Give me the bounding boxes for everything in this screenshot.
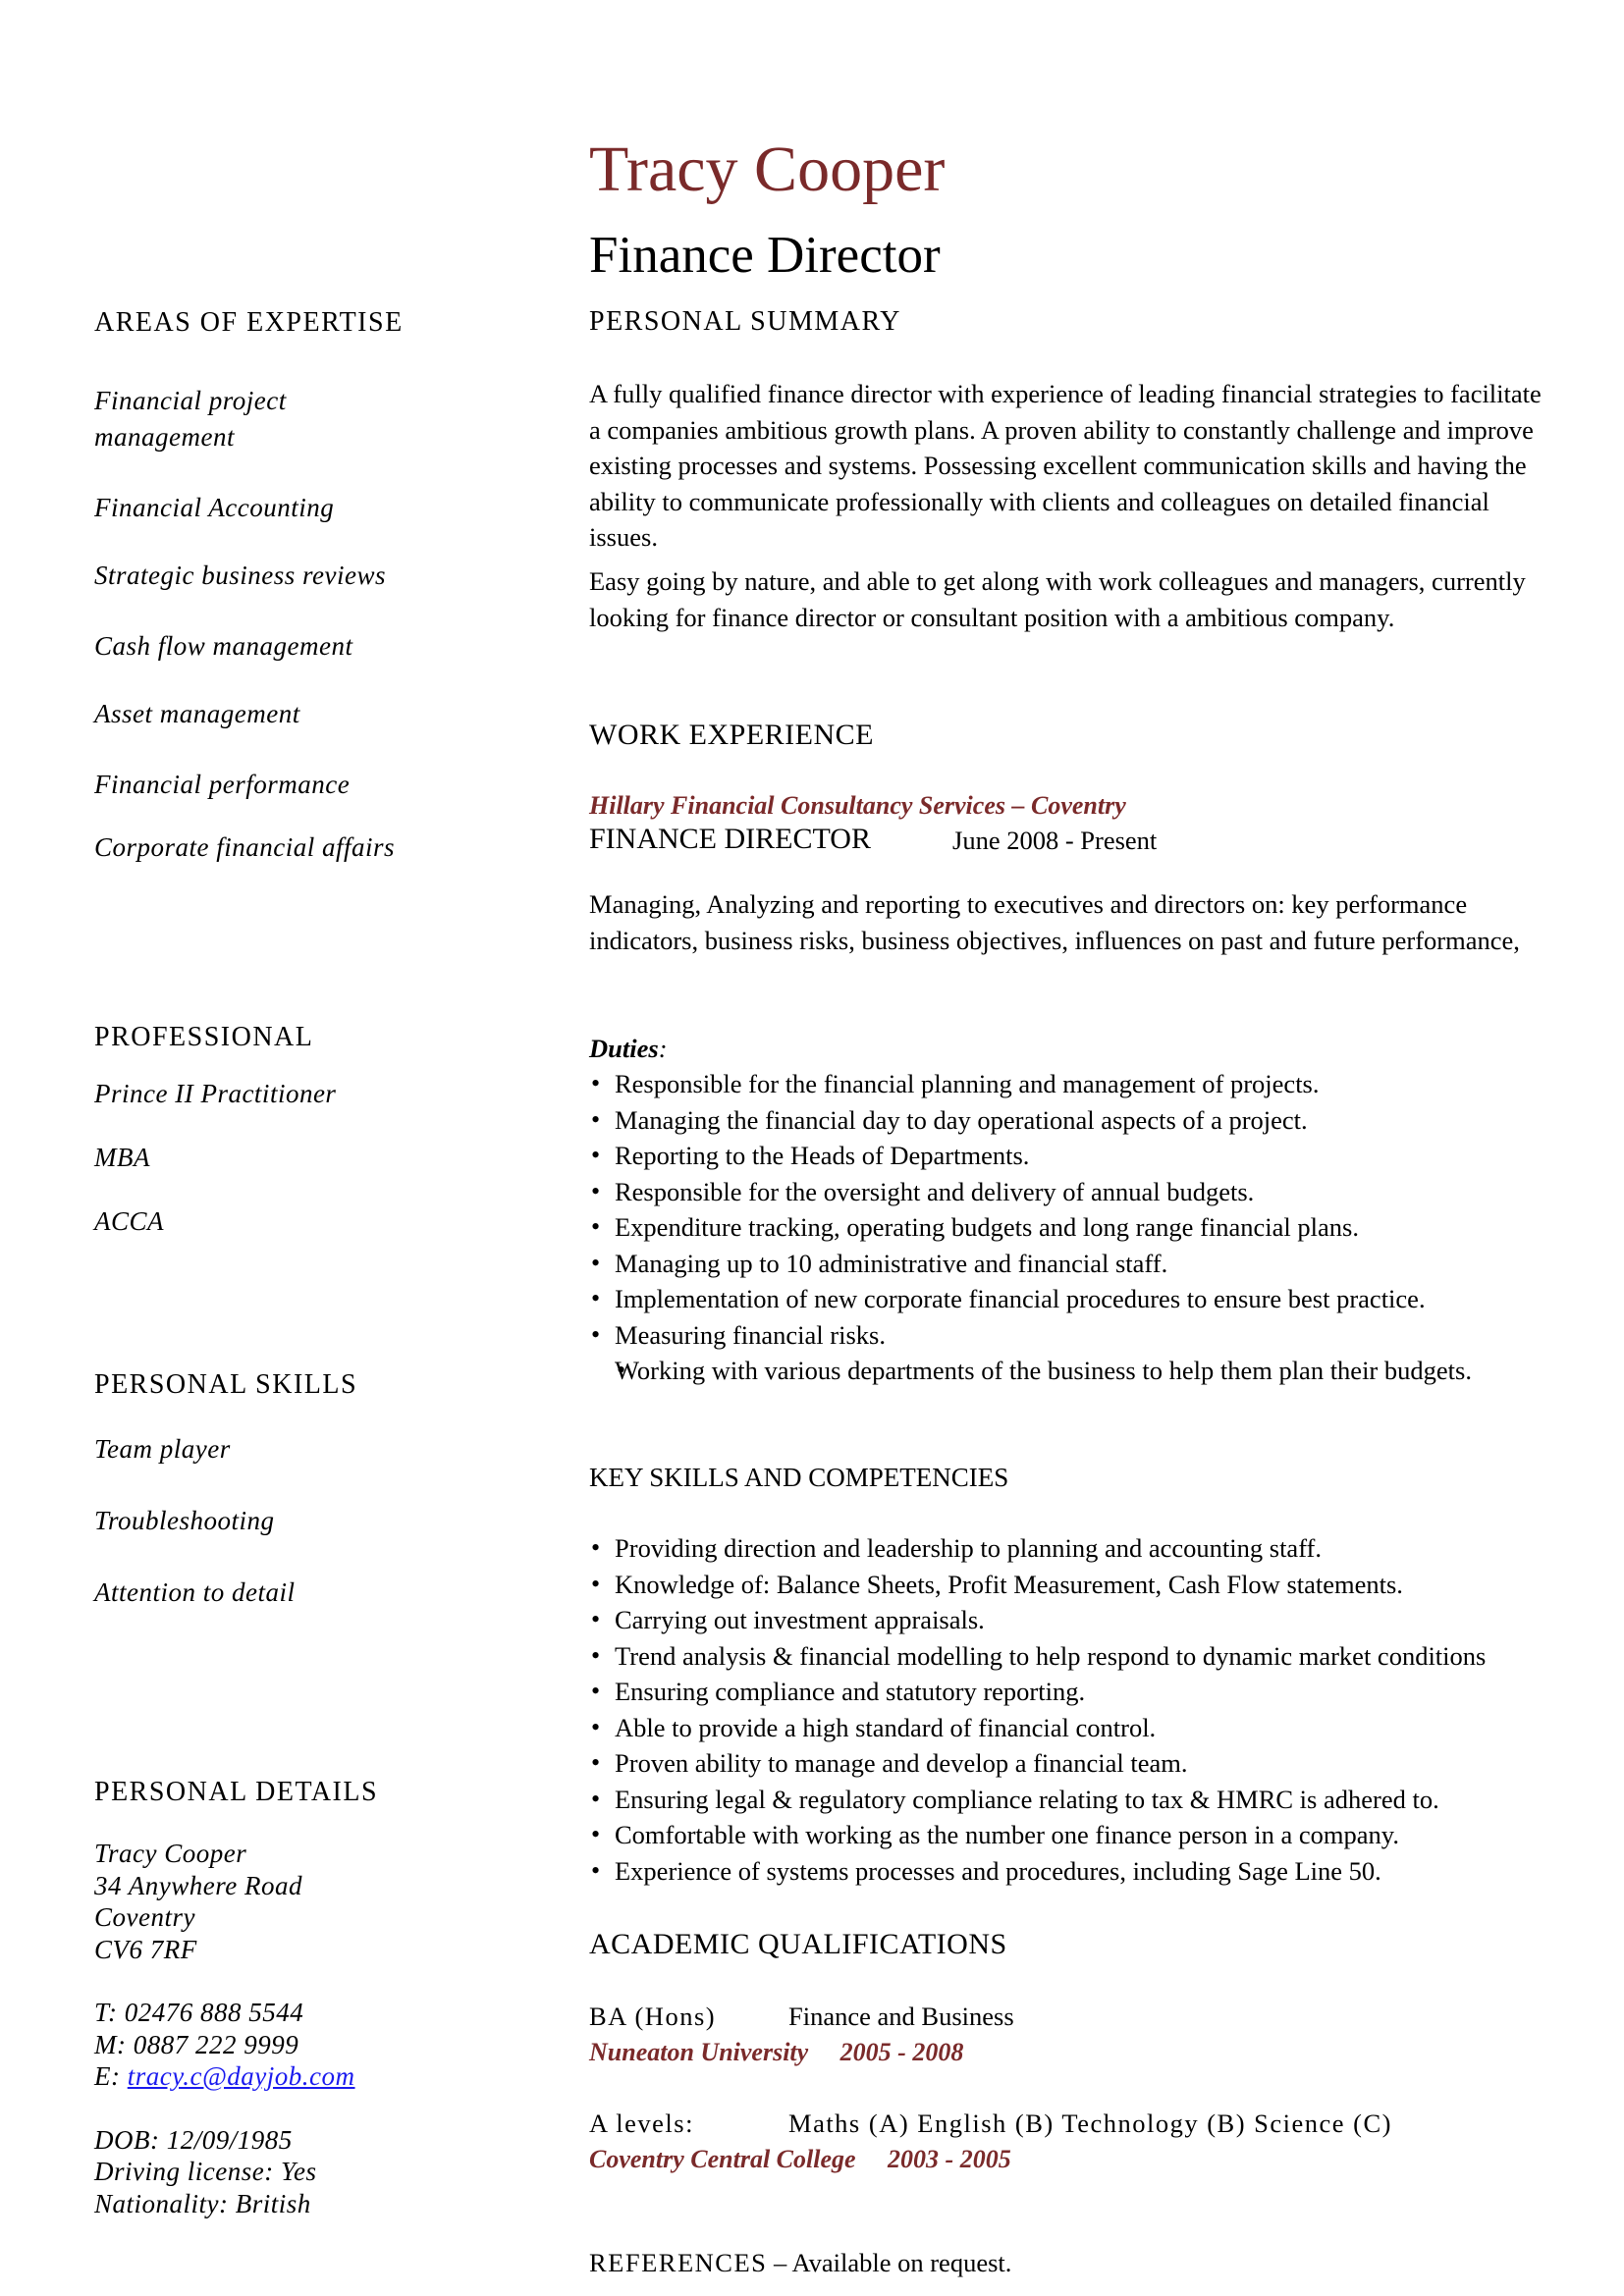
duty-item: • Implementation of new corporate financial procedures to ensure best practice.: [589, 1281, 1532, 1317]
skill-item: Troubleshooting: [94, 1506, 275, 1535]
summary-paragraph-1: A fully qualified finance director with experience of leading financial strategies to facilitate a companies ambitious growth plans. A proven ability to constantly challenge and improve existing processes and systems. Possessing excellent communication skills and having the ability to communicate professionally with clients and colleagues on detailed financial issues.: [589, 379, 1542, 552]
details-mobile: M: 0887 222 9999: [94, 2029, 299, 2059]
email-link[interactable]: tracy.c@dayjob.com: [127, 2061, 355, 2091]
personal-details-heading: PERSONAL DETAILS: [94, 1777, 379, 1807]
details-email-label: E:: [94, 2061, 128, 2091]
key-skill-item: • Comfortable with working as the number one finance person in a company.: [589, 1817, 1486, 1853]
key-skill-item: • Able to provide a high standard of financial control.: [589, 1710, 1486, 1746]
details-name: Tracy Cooper: [94, 1839, 247, 1868]
duty-item: • Responsible for the financial planning and management of projects.: [589, 1066, 1532, 1102]
role-dates: June 2008 - Present: [952, 826, 1158, 855]
key-skill-item: • Carrying out investment appraisals.: [589, 1602, 1486, 1638]
key-skill-item: • Experience of systems processes and procedures, including Sage Line 50.: [589, 1853, 1486, 1890]
details-nationality: Nationality: British: [94, 2188, 311, 2218]
degree-label: BA (Hons): [589, 2002, 717, 2031]
employer-name: Hillary Financial Consultancy Services – Coventry: [589, 791, 1126, 820]
duties-label-colon: :: [658, 1034, 668, 1063]
job-title: Finance Director: [589, 227, 941, 284]
college-line: Coventry Central College 2003 - 2005: [589, 2145, 1011, 2173]
references-text: Available on request.: [791, 2248, 1012, 2277]
summary-heading: PERSONAL SUMMARY: [589, 306, 901, 337]
personal-skills-heading: PERSONAL SKILLS: [94, 1369, 358, 1400]
duty-item: • Managing the financial day to day operational aspects of a project.: [589, 1102, 1532, 1139]
details-postcode: CV6 7RF: [94, 1934, 197, 1964]
expertise-item: Financial project management: [94, 386, 287, 452]
expertise-item: Financial Accounting: [94, 493, 335, 522]
details-dob: DOB: 12/09/1985: [94, 2124, 293, 2155]
key-skill-item: • Trend analysis & financial modelling to help respond to dynamic market conditions: [589, 1638, 1486, 1675]
academic-heading: ACADEMIC QUALIFICATIONS: [589, 1928, 1007, 1960]
key-skill-item: • Proven ability to manage and develop a financial team.: [589, 1745, 1486, 1782]
expertise-item: Strategic business reviews: [94, 561, 386, 590]
professional-item: ACCA: [94, 1206, 165, 1236]
duties-list: [589, 1066, 1532, 1389]
key-skills-heading: KEY SKILLS AND COMPETENCIES: [589, 1463, 1009, 1492]
role-description: Managing, Analyzing and reporting to executives and directors on: key performance indicators, business risks, business objectives, influences on past and future performance,: [589, 889, 1520, 955]
details-city: Coventry: [94, 1902, 195, 1932]
summary-paragraph-2: Easy going by nature, and able to get along with work colleagues and managers, currently looking for finance director or consultant position with a ambitious company.: [589, 566, 1526, 632]
alevels-subjects: Maths (A) English (B) Technology (B) Science (C): [788, 2109, 1393, 2138]
key-skill-item: • Ensuring legal & regulatory compliance relating to tax & HMRC is adhered to.: [589, 1782, 1486, 1818]
skill-item: Team player: [94, 1434, 231, 1464]
details-email-row: [94, 2060, 355, 2093]
personal-details-block: [94, 1838, 355, 2219]
duty-item: • Measuring financial risks.: [589, 1317, 1532, 1354]
expertise-item: Corporate financial affairs: [94, 832, 396, 862]
duty-item: • Reporting to the Heads of Departments.: [589, 1138, 1532, 1174]
university-line: Nuneaton University 2005 - 2008: [589, 2038, 964, 2066]
expertise-heading: AREAS OF EXPERTISE: [94, 307, 404, 338]
expertise-item: Asset management: [94, 699, 300, 728]
candidate-name: Tracy Cooper: [589, 133, 946, 205]
work-experience-heading: WORK EXPERIENCE: [589, 719, 874, 751]
key-skills-list: [589, 1530, 1486, 1889]
duty-item: • Working with various departments of the business to help them plan their budgets.: [589, 1353, 1532, 1389]
professional-item: MBA: [94, 1143, 150, 1172]
expertise-item: Financial performance: [94, 770, 351, 799]
skill-item: Attention to detail: [94, 1577, 296, 1607]
details-phone: T: 02476 888 5544: [94, 1998, 304, 2027]
key-skill-item: • Ensuring compliance and statutory reporting.: [589, 1674, 1486, 1710]
duty-item: • Managing up to 10 administrative and financial staff.: [589, 1246, 1532, 1282]
degree-subject: Finance and Business: [788, 2002, 1014, 2031]
key-skill-item: • Providing direction and leadership to planning and accounting staff.: [589, 1530, 1486, 1567]
professional-heading: PROFESSIONAL: [94, 1022, 314, 1052]
alevels-label: A levels:: [589, 2109, 694, 2138]
details-address: 34 Anywhere Road: [94, 1870, 302, 1900]
references-dash: –: [767, 2248, 792, 2277]
professional-item: Prince II Practitioner: [94, 1079, 337, 1108]
references-label: REFERENCES: [589, 2248, 768, 2277]
references-line: [589, 2250, 1011, 2276]
role-title: FINANCE DIRECTOR: [589, 823, 871, 855]
duty-item: • Expenditure tracking, operating budgets and long range financial plans.: [589, 1209, 1532, 1246]
expertise-item: Cash flow management: [94, 631, 353, 661]
duties-label-text: Duties: [589, 1034, 659, 1063]
key-skill-item: • Knowledge of: Balance Sheets, Profit Measurement, Cash Flow statements.: [589, 1567, 1486, 1603]
details-driving: Driving license: Yes: [94, 2157, 317, 2186]
duty-item: • Responsible for the oversight and delivery of annual budgets.: [589, 1174, 1532, 1210]
duties-label: [589, 1031, 668, 1067]
